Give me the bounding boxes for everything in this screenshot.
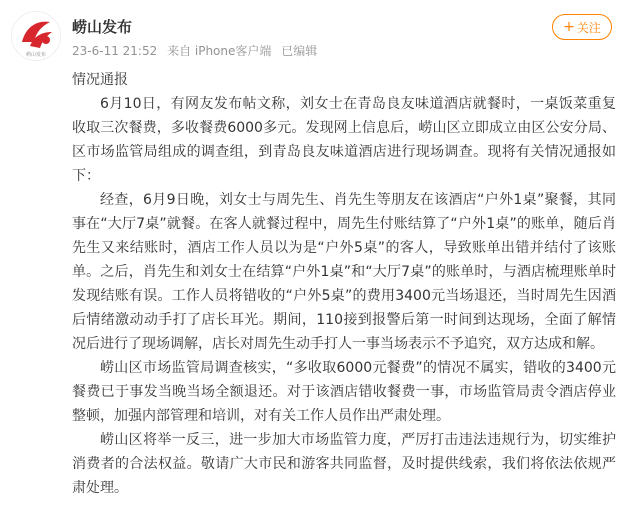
post-title: 情况通报 [72, 72, 128, 88]
post-meta [72, 42, 323, 59]
post-time[interactable]: 23-6-11 21:52 [72, 44, 158, 58]
author-avatar[interactable] [12, 12, 60, 60]
post-header [0, 0, 626, 70]
post-source: 来自 iPhone客户端 [167, 44, 272, 58]
avatar-logo-icon [12, 12, 60, 60]
edited-label: 已编辑 [281, 44, 318, 58]
post-paragraph: 6月10日，有网友发布帖文称，刘女士在青岛良友味道酒店就餐时，一桌饭菜重复收取三次餐费，多收餐费6000多元。发现网上信息后，崂山区立即成立由区公安分局、区市场监管局组成的调查组，到青岛良友味道酒店进行现场调查。现将有关情况通报如下： [72, 96, 616, 184]
follow-label: 关注 [576, 20, 601, 35]
follow-button[interactable] [552, 14, 612, 40]
post-paragraph: 崂山区市场监管局调查核实，“多收取6000元餐费”的情况不属实，错收的3400元餐费已于事发当晚当场全额退还。对于该酒店错收餐费一事，市场监管局责令酒店停业整顿，加强内部管理和培训，对有关工作人员作出严肃处理。 [72, 360, 616, 424]
avatar-small-text: 崂山发布 [25, 52, 47, 58]
author-name[interactable]: 崂山发布 [72, 18, 133, 36]
post-paragraph: 经查，6月9日晚，刘女士与周先生、肖先生等朋友在该酒店“户外1桌”聚餐，其同事在“大厅7桌”就餐。在客人就餐过程中，周先生付账结算了“户外1桌”的账单，随后肖先生又来结账时，酒店工作人员以为是“户外5桌”的客人，导致账单出错并结付了该账单。之后，肖先生和刘女士在结算“户外1桌”和“大厅7桌”的账单时，与酒店梳理账单时发现结账有误。工作人员将错收的“户外5桌”的费用3400元当场退还，当时周先生因酒后情绪激动动手打了店长耳光。期间，110接到报警后第一时间到达现场，全面了解情况后进行了现场调解，店长对周先生动手打人一事当场表示不予追究，双方达成和解。 [72, 192, 616, 352]
post-paragraph: 崂山区将举一反三，进一步加大市场监管力度，严厉打击违法违规行为，切实维护消费者的合法权益。敬请广大市民和游客共同监督，及时提供线索，我们将依法依规严肃处理。 [72, 432, 616, 496]
plus-icon: + [563, 19, 575, 35]
post-content [72, 68, 616, 500]
